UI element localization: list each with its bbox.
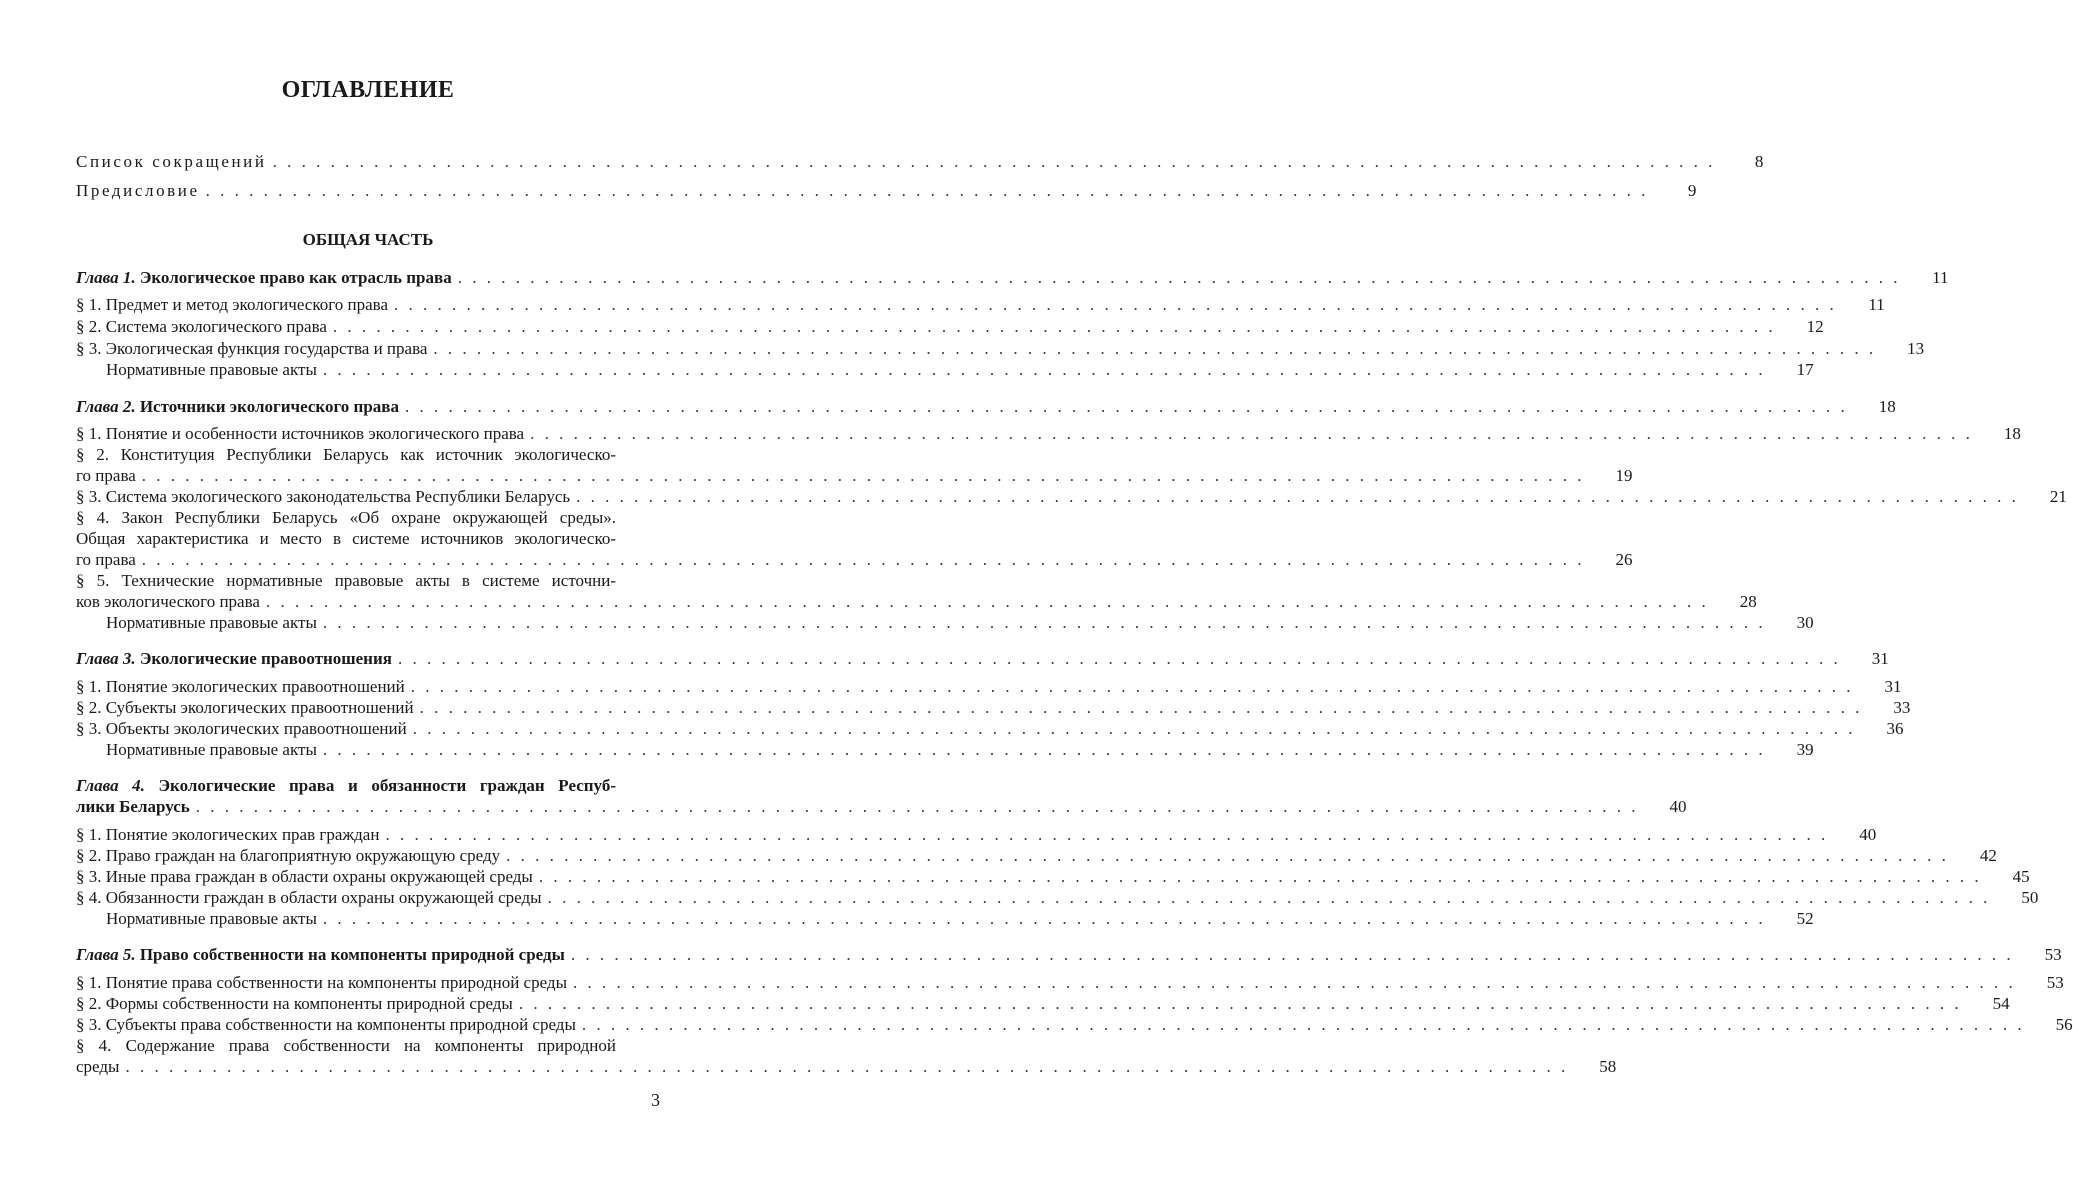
toc-entry: § 1. Предмет и метод экологического права . . . . . . . . . . . . . . . . . . . . . . . . . . . . . . . . . . . . . . . . . . . . . . . . . . . . . . . . . . . . . . . . . . . . . . . . . . . . . . . . . . . . . . . . . . . . . . . . . . . . 11 [76,295,1885,314]
toc-entry: § 3. Система экологического законодательства Республики Беларусь . . . . . . . . . . . . . . . . . . . . . . . . . . . . . . . . . . . . . . . . . . . . . . . . . . . . . . . . . . . . . . . . . . . . . . . . . . . . . . . . . . . . . . . . . . . . . . . . . . . . 21 [76,487,2067,506]
toc-chapter-3: Глава 3. Экологические правоотношения . . . . . . . . . . . . . . . . . . . . . . . . . . . . . . . . . . . . . . . . . . . . . . . . . . . . . . . . . . . . . . . . . . . . . . . . . . . . . . . . . . . . . . . . . . . . . . . . . . . . 31 [76,649,1889,668]
toc-entry: § 1. Понятие права собственности на компоненты природной среды . . . . . . . . . . . . . . . . . . . . . . . . . . . . . . . . . . . . . . . . . . . . . . . . . . . . . . . . . . . . . . . . . . . . . . . . . . . . . . . . . . . . . . . . . . . . . . . . . . . . 53 [76,973,2064,992]
toc-entry-abbreviations: Список сокращений . . . . . . . . . . . . . . . . . . . . . . . . . . . . . . . . . . . . . . . . . . . . . . . . . . . . . . . . . . . . . . . . . . . . . . . . . . . . . . . . . . . . . . . . . . . . . . . . . . . . 8 [76,152,1764,171]
section-heading: ОБЩАЯ ЧАСТЬ [302,230,434,249]
toc-page [76,0,2073,1182]
page-title: ОГЛАВЛЕНИЕ [281,77,455,103]
toc-entry-acts: Нормативные правовые акты . . . . . . . . . . . . . . . . . . . . . . . . . . . . . . . . . . . . . . . . . . . . . . . . . . . . . . . . . . . . . . . . . . . . . . . . . . . . . . . . . . . . . . . . . . . . . . . . . . . . 17 [106,360,1814,379]
toc-chapter-1: Глава 1. Экологическое право как отрасль права . . . . . . . . . . . . . . . . . . . . . . . . . . . . . . . . . . . . . . . . . . . . . . . . . . . . . . . . . . . . . . . . . . . . . . . . . . . . . . . . . . . . . . . . . . . . . . . . . . . . 11 [76,268,1949,287]
toc-entry: § 1. Понятие экологических прав граждан . . . . . . . . . . . . . . . . . . . . . . . . . . . . . . . . . . . . . . . . . . . . . . . . . . . . . . . . . . . . . . . . . . . . . . . . . . . . . . . . . . . . . . . . . . . . . . . . . . . . 40 [76,825,1877,844]
toc-entry-wrap: Общая характеристика и место в системе источников экологическо- [76,529,616,548]
toc-entry: среды . . . . . . . . . . . . . . . . . . . . . . . . . . . . . . . . . . . . . . . . . . . . . . . . . . . . . . . . . . . . . . . . . . . . . . . . . . . . . . . . . . . . . . . . . . . . . . . . . . . . 58 [76,1057,1617,1076]
toc-entry: § 3. Объекты экологических правоотношений . . . . . . . . . . . . . . . . . . . . . . . . . . . . . . . . . . . . . . . . . . . . . . . . . . . . . . . . . . . . . . . . . . . . . . . . . . . . . . . . . . . . . . . . . . . . . . . . . . . . 36 [76,719,1904,738]
toc-entry: § 1. Понятие экологических правоотношений . . . . . . . . . . . . . . . . . . . . . . . . . . . . . . . . . . . . . . . . . . . . . . . . . . . . . . . . . . . . . . . . . . . . . . . . . . . . . . . . . . . . . . . . . . . . . . . . . . . . 31 [76,677,1902,696]
toc-entry: го права . . . . . . . . . . . . . . . . . . . . . . . . . . . . . . . . . . . . . . . . . . . . . . . . . . . . . . . . . . . . . . . . . . . . . . . . . . . . . . . . . . . . . . . . . . . . . . . . . . . . 19 [76,466,1633,485]
toc-entry: § 3. Субъекты права собственности на компоненты природной среды . . . . . . . . . . . . . . . . . . . . . . . . . . . . . . . . . . . . . . . . . . . . . . . . . . . . . . . . . . . . . . . . . . . . . . . . . . . . . . . . . . . . . . . . . . . . . . . . . . . . 56 [76,1015,2073,1034]
toc-entry: § 2. Формы собственности на компоненты природной среды . . . . . . . . . . . . . . . . . . . . . . . . . . . . . . . . . . . . . . . . . . . . . . . . . . . . . . . . . . . . . . . . . . . . . . . . . . . . . . . . . . . . . . . . . . . . . . . . . . . . 54 [76,994,2010,1013]
toc-chapter-2: Глава 2. Источники экологического права . . . . . . . . . . . . . . . . . . . . . . . . . . . . . . . . . . . . . . . . . . . . . . . . . . . . . . . . . . . . . . . . . . . . . . . . . . . . . . . . . . . . . . . . . . . . . . . . . . . . 18 [76,397,1896,416]
toc-entry-acts: Нормативные правовые акты . . . . . . . . . . . . . . . . . . . . . . . . . . . . . . . . . . . . . . . . . . . . . . . . . . . . . . . . . . . . . . . . . . . . . . . . . . . . . . . . . . . . . . . . . . . . . . . . . . . . 30 [106,613,1814,632]
toc-entry-wrap: § 4. Содержание права собственности на компоненты природной [76,1036,616,1055]
toc-chapter-4-line1: Глава 4. Экологические права и обязанности граждан Респуб- [76,776,616,795]
toc-entry: § 1. Понятие и особенности источников экологического права . . . . . . . . . . . . . . . . . . . . . . . . . . . . . . . . . . . . . . . . . . . . . . . . . . . . . . . . . . . . . . . . . . . . . . . . . . . . . . . . . . . . . . . . . . . . . . . . . . . . 18 [76,424,2021,443]
page-number: 3 [651,1090,660,1110]
toc-entry: § 2. Право граждан на благоприятную окружающую среду . . . . . . . . . . . . . . . . . . . . . . . . . . . . . . . . . . . . . . . . . . . . . . . . . . . . . . . . . . . . . . . . . . . . . . . . . . . . . . . . . . . . . . . . . . . . . . . . . . . . 42 [76,846,1997,865]
toc-entry-wrap: § 4. Закон Республики Беларусь «Об охране окружающей среды». [76,508,616,527]
toc-chapter-5: Глава 5. Право собственности на компоненты природной среды . . . . . . . . . . . . . . . . . . . . . . . . . . . . . . . . . . . . . . . . . . . . . . . . . . . . . . . . . . . . . . . . . . . . . . . . . . . . . . . . . . . . . . . . . . . . . . . . . . . . 53 [76,945,2062,964]
toc-entry-acts: Нормативные правовые акты . . . . . . . . . . . . . . . . . . . . . . . . . . . . . . . . . . . . . . . . . . . . . . . . . . . . . . . . . . . . . . . . . . . . . . . . . . . . . . . . . . . . . . . . . . . . . . . . . . . . 39 [106,740,1814,759]
toc-entry: § 3. Экологическая функция государства и права . . . . . . . . . . . . . . . . . . . . . . . . . . . . . . . . . . . . . . . . . . . . . . . . . . . . . . . . . . . . . . . . . . . . . . . . . . . . . . . . . . . . . . . . . . . . . . . . . . . . 13 [76,339,1925,358]
toc-entry: § 2. Субъекты экологических правоотношений . . . . . . . . . . . . . . . . . . . . . . . . . . . . . . . . . . . . . . . . . . . . . . . . . . . . . . . . . . . . . . . . . . . . . . . . . . . . . . . . . . . . . . . . . . . . . . . . . . . . 33 [76,698,1911,717]
toc-entry: § 2. Система экологического права . . . . . . . . . . . . . . . . . . . . . . . . . . . . . . . . . . . . . . . . . . . . . . . . . . . . . . . . . . . . . . . . . . . . . . . . . . . . . . . . . . . . . . . . . . . . . . . . . . . . 12 [76,317,1824,336]
toc-entry-wrap: § 2. Конституция Республики Беларусь как источник экологическо- [76,445,616,464]
toc-entry-acts: Нормативные правовые акты . . . . . . . . . . . . . . . . . . . . . . . . . . . . . . . . . . . . . . . . . . . . . . . . . . . . . . . . . . . . . . . . . . . . . . . . . . . . . . . . . . . . . . . . . . . . . . . . . . . . 52 [106,909,1814,928]
toc-entry: ков экологического права . . . . . . . . . . . . . . . . . . . . . . . . . . . . . . . . . . . . . . . . . . . . . . . . . . . . . . . . . . . . . . . . . . . . . . . . . . . . . . . . . . . . . . . . . . . . . . . . . . . . 28 [76,592,1757,611]
toc-entry-preface: Предисловие . . . . . . . . . . . . . . . . . . . . . . . . . . . . . . . . . . . . . . . . . . . . . . . . . . . . . . . . . . . . . . . . . . . . . . . . . . . . . . . . . . . . . . . . . . . . . . . . . . . . 9 [76,181,1697,200]
toc-entry-wrap: § 5. Технические нормативные правовые акты в системе источни- [76,571,616,590]
toc-entry: § 3. Иные права граждан в области охраны окружающей среды . . . . . . . . . . . . . . . . . . . . . . . . . . . . . . . . . . . . . . . . . . . . . . . . . . . . . . . . . . . . . . . . . . . . . . . . . . . . . . . . . . . . . . . . . . . . . . . . . . . . 45 [76,867,2030,886]
toc-entry: го права . . . . . . . . . . . . . . . . . . . . . . . . . . . . . . . . . . . . . . . . . . . . . . . . . . . . . . . . . . . . . . . . . . . . . . . . . . . . . . . . . . . . . . . . . . . . . . . . . . . . 26 [76,550,1633,569]
toc-chapter-4-line2: лики Беларусь . . . . . . . . . . . . . . . . . . . . . . . . . . . . . . . . . . . . . . . . . . . . . . . . . . . . . . . . . . . . . . . . . . . . . . . . . . . . . . . . . . . . . . . . . . . . . . . . . . . . 40 [76,797,1687,816]
toc-entry: § 4. Обязанности граждан в области охраны окружающей среды . . . . . . . . . . . . . . . . . . . . . . . . . . . . . . . . . . . . . . . . . . . . . . . . . . . . . . . . . . . . . . . . . . . . . . . . . . . . . . . . . . . . . . . . . . . . . . . . . . . . 50 [76,888,2039,907]
